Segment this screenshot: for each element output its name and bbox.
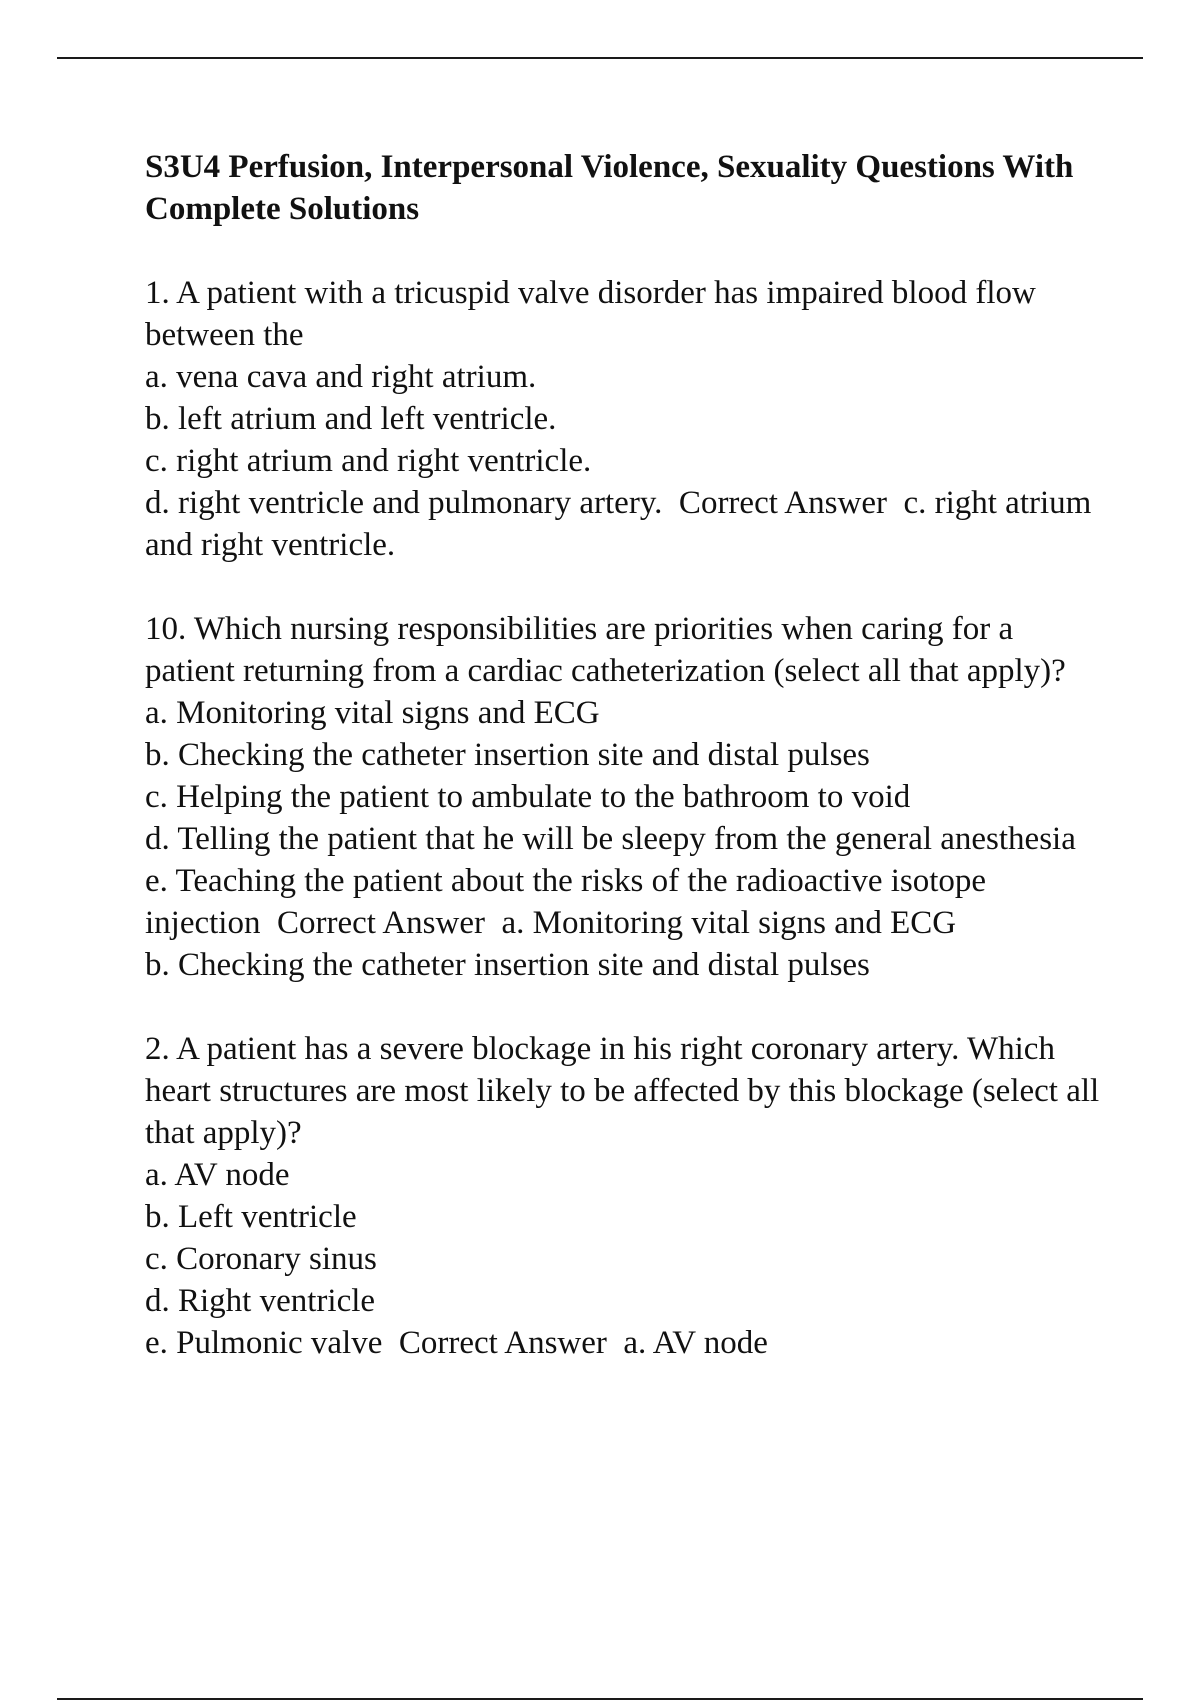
- question-text: 1. A patient with a tricuspid valve disorder has impaired blood flow between the: [145, 275, 1045, 353]
- answer-option: b. Left ventricle: [145, 1199, 357, 1235]
- answer-option: a. vena cava and right atrium.: [145, 359, 537, 395]
- correct-answer-continuation: b. Checking the catheter insertion site and distal pulses: [145, 947, 870, 983]
- header-rule: [57, 57, 1143, 59]
- answer-option-with-correct-answer: e. Pulmonic valve Correct Answer a. AV node: [145, 1325, 768, 1361]
- question-block-1: [145, 272, 1105, 566]
- answer-option: b. Checking the catheter insertion site and distal pulses: [145, 737, 870, 773]
- answer-option: c. Helping the patient to ambulate to the bathroom to void: [145, 779, 911, 815]
- answer-option: a. Monitoring vital signs and ECG: [145, 695, 600, 731]
- document-title: S3U4 Perfusion, Interpersonal Violence, Sexuality Questions With Complete Solutions: [145, 149, 1074, 227]
- document-page: [145, 146, 1108, 1364]
- question-block-10: [145, 608, 1105, 986]
- answer-option: c. Coronary sinus: [145, 1241, 377, 1277]
- answer-option: b. left atrium and left ventricle.: [145, 401, 557, 437]
- question-text: 10. Which nursing responsibilities are priorities when caring for a patient returning from a cardiac catheterization (select all that apply)?: [145, 611, 1066, 689]
- answer-option: c. right atrium and right ventricle.: [145, 443, 592, 479]
- answer-option-with-correct-answer: d. right ventricle and pulmonary artery. Correct Answer c. right atrium and right ventricle.: [145, 485, 1100, 563]
- answer-option-with-correct-answer: e. Teaching the patient about the risks of the radioactive isotope injection Correct Answer a. Monitoring vital signs and ECG: [145, 863, 995, 941]
- answer-option: a. AV node: [145, 1157, 290, 1193]
- answer-option: d. Telling the patient that he will be sleepy from the general anesthesia: [145, 821, 1076, 857]
- answer-option: d. Right ventricle: [145, 1283, 376, 1319]
- question-block-2: [145, 1028, 1108, 1364]
- question-text: 2. A patient has a severe blockage in his right coronary artery. Which heart structures are most likely to be affected by this blockage (select all that apply)?: [145, 1031, 1108, 1151]
